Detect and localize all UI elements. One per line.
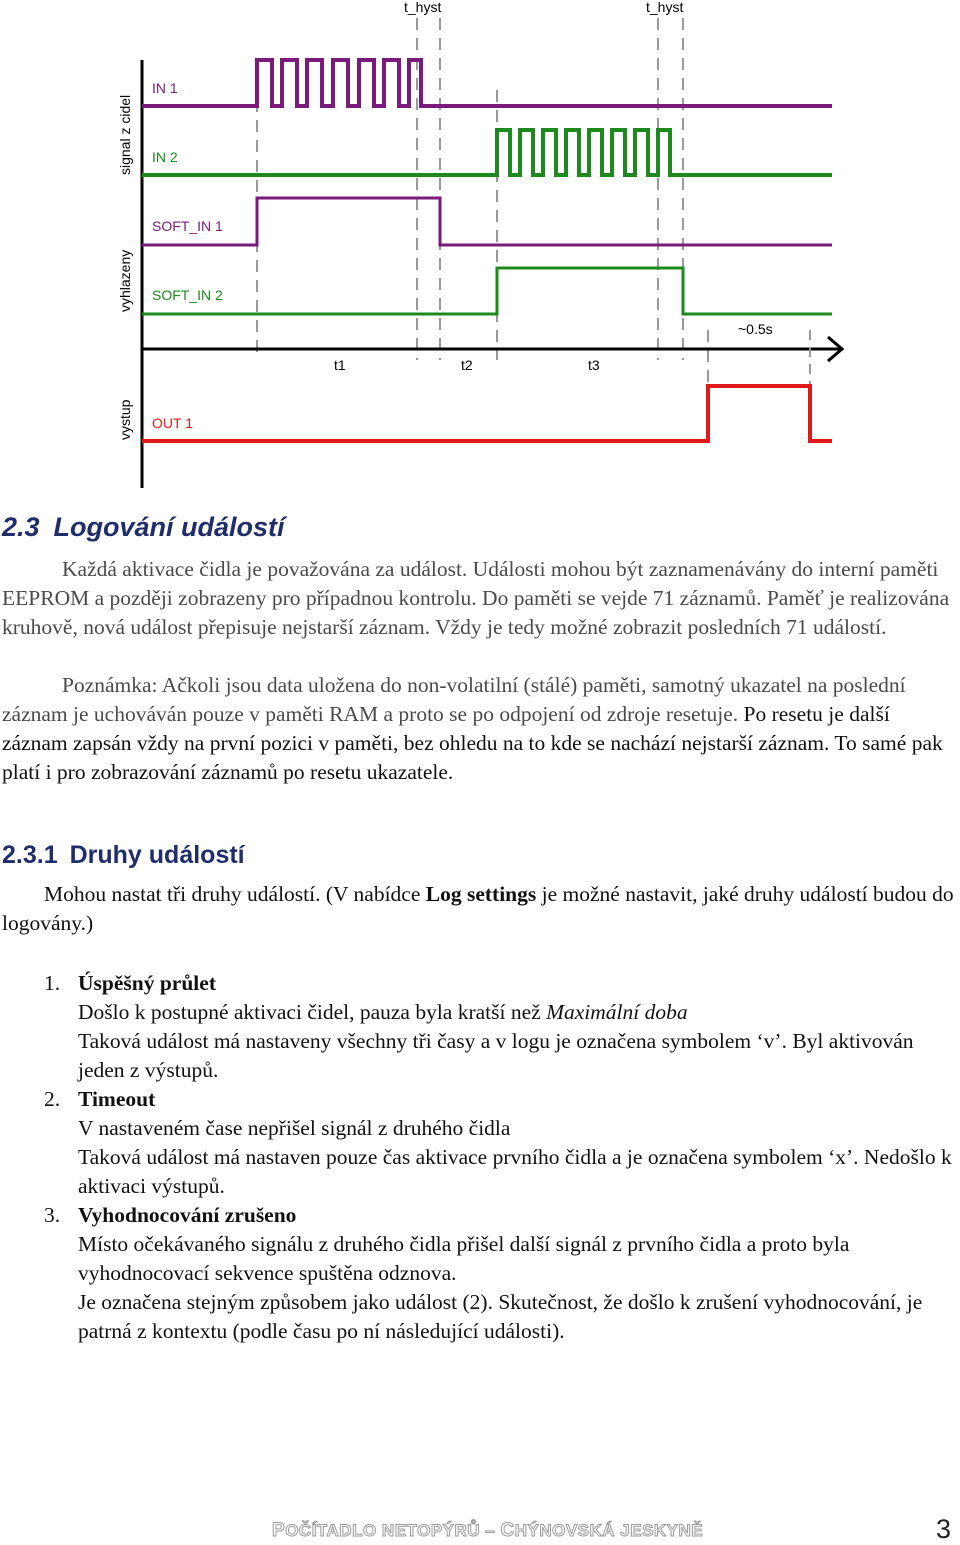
duration-label: ~0.5s [738, 321, 773, 337]
paragraph-event-types [2, 880, 958, 938]
signal-label-soft-in1: SOFT_IN 1 [152, 218, 223, 234]
subsection-title: Druhy událostí [69, 841, 245, 869]
event-type-list [0, 969, 960, 1346]
subsection-number: 2.3.1 [2, 841, 58, 869]
waveform-soft-in2 [142, 268, 832, 314]
paragraph-note-text-2: Po resetu je další záznam zapsán vždy na první pozici v paměti, bez ohledu na to kde se nachází nejstarší záznam. To samé pak platí i pro zobrazování záznamů po resetu ukazatele. [2, 702, 943, 784]
item-text: Místo očekávaného signálu z druhého čidla přišel další signál z prvního čidla a proto byla vyhodnocovací sekvence spuštěna odznova. [78, 1232, 850, 1285]
paragraph-intro-text: Každá aktivace čidla je považována za událost. Události mohou být zaznamenávány do interní paměti EEPROM a později zobrazeny pro případnou kontrolu. Do paměti se vejde 71 záznamů. Paměť je realizována kruhově, nová událost přepisuje nejstarší záznam. Vždy je tedy možné zobrazit posledních 71 událostí. [2, 557, 950, 639]
footer-title [272, 1520, 703, 1542]
timing-diagram [0, 0, 960, 500]
item-description: Je označena stejným způsobem jako událost (2). Skutečnost, že došlo k zrušení vyhodnocování, je patrná z kontextu (podle času po ní následující události). [78, 1290, 923, 1343]
t-hyst-label-1: t_hyst [404, 0, 442, 15]
group-label-smoothed: vyhlazeny [117, 249, 133, 312]
item-number: 2. [44, 1087, 61, 1111]
item-description: Taková událost má nastaven pouze čas aktivace prvního čidla a je označena symbolem ‘x’. Nedošlo k aktivaci výstupů. [78, 1145, 952, 1198]
page-number: 3 [936, 1514, 952, 1544]
time-label-t3: t3 [588, 357, 600, 373]
log-settings-label: Log settings [425, 882, 537, 906]
signal-label-out1: OUT 1 [152, 415, 193, 431]
group-label-signal: signal z cidel [117, 94, 133, 175]
signal-label-in1: IN 1 [152, 80, 178, 96]
signal-label-soft-in2: SOFT_IN 2 [152, 287, 223, 303]
item-title: Vyhodnocování zrušeno [78, 1203, 297, 1227]
waveform-in2 [142, 130, 832, 175]
subsection-heading [2, 841, 245, 870]
guide-lines [257, 18, 708, 385]
section-title: Logování událostí [53, 512, 285, 542]
item-text: Došlo k postupné aktivaci čidel, pauza byla kratší než [78, 1000, 541, 1024]
item-title: Timeout [78, 1087, 156, 1111]
item-title: Úspěšný průlet [78, 971, 216, 995]
waveform-soft-in1 [142, 198, 832, 245]
event-types-text-2: je možné nastavit, jaké druhy událostí budou do logovány.) [2, 882, 954, 935]
time-label-t1: t1 [334, 357, 346, 373]
t-hyst-label-2: t_hyst [646, 0, 684, 15]
item-description: Taková událost má nastaveny všechny tři časy a v logu je označena symbolem ‘v’. Byl aktivován jeden z výstupů. [78, 1029, 914, 1082]
item-number: 1. [44, 971, 61, 995]
list-item [0, 1201, 960, 1346]
max-duration-term: Maximální doba [546, 1000, 688, 1024]
item-text: V nastaveném čase nepřišel signál z druhého čidla [78, 1116, 511, 1140]
paragraph-note-text: Poznámka: Ačkoli jsou data uložena do non-volatilní (stálé) paměti, samotný ukazatel na poslední záznam je uchováván pouze v paměti RAM a proto se po odpojení od zdroje resetuje. [2, 673, 906, 726]
waveform-out1 [142, 386, 832, 441]
paragraph-intro [2, 555, 958, 642]
paragraph-note [2, 671, 958, 787]
item-number: 3. [44, 1203, 61, 1227]
list-item [0, 1085, 960, 1201]
section-heading [2, 512, 285, 543]
footer-text: P [272, 1520, 286, 1541]
signal-label-in2: IN 2 [152, 149, 178, 165]
section-number: 2.3 [2, 512, 40, 542]
footer-text: C [500, 1520, 515, 1541]
list-item [0, 969, 960, 1085]
item-line [78, 998, 960, 1027]
time-label-t2: t2 [461, 357, 473, 373]
group-label-output: vystup [117, 399, 133, 440]
footer-text: HÝNOVSKÁ JESKYNĚ [514, 1521, 704, 1540]
event-types-text-1: Mohou nastat tři druhy událostí. (V nabídce [44, 882, 421, 906]
footer-text: OČÍTADLO NETOPÝRŮ – [285, 1521, 501, 1540]
waveform-in1 [142, 60, 832, 106]
